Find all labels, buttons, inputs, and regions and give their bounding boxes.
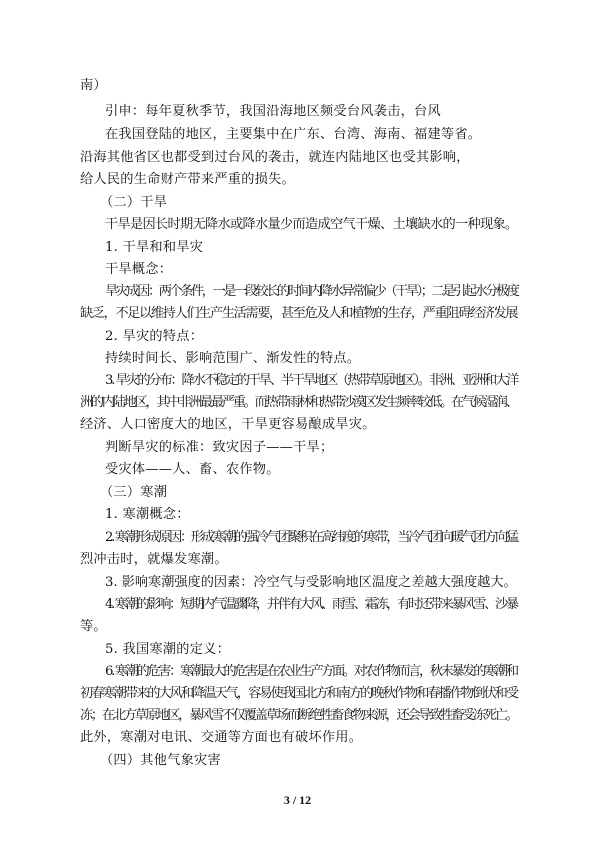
text-line: 引申：每年夏秋季节，我国沿海地区频受台风袭击，台风 xyxy=(105,104,441,119)
section-heading: （三）寒潮 xyxy=(100,485,168,500)
text-line: 洲的内陆地区，其中非洲最最严重。而热带雨林和热带沙漠区发生频率较低。在气候湿润、 xyxy=(80,395,517,410)
text-line: 南） xyxy=(80,78,107,93)
text-line: 初春寒潮带来的大风和降温天气，容易使我国北方和南方的晚秋作物和春播作物倒伏和受 xyxy=(80,686,518,701)
text-line: 旱灾成因：两个条件，一是一段较长的时间内降水异常偏少（干旱）；二是引起水分极度 xyxy=(105,284,518,299)
subsection-heading: 5. 我国寒潮的定义： xyxy=(105,642,231,657)
text-line: 经济、人口密度大的地区，干旱更容易酿成旱灾。 xyxy=(80,417,376,432)
text-line: 3. 影响寒潮强度的因素：冷空气与受影响地区温度之差越大强度越大。 xyxy=(105,575,517,590)
subsection-heading: 1. 寒潮概念： xyxy=(105,507,190,522)
page-number: 3 / 12 xyxy=(283,793,312,807)
text-line: 受灾体——人、畜、农作物。 xyxy=(105,462,280,477)
text-line: 等。 xyxy=(80,619,107,634)
text-line: 6. 寒潮的危害：寒潮最大的危害是在农业生产方面。对农作物而言，秋末暴发的寒潮和 xyxy=(105,664,517,679)
text-line: 缺乏，不足以维持人们生产生活需要，甚至危及人和植物的生存，严重阻碍经济发展 xyxy=(80,306,518,321)
text-line: 冻；在北方草原地区，暴风雪不仅覆盖草场而断绝牲畜食物来源，还会导致牲畜受冻死亡。 xyxy=(80,708,517,723)
subsection-heading: 1. 干旱和和旱灾 xyxy=(105,240,204,255)
text-line: 干旱是因长时期无降水或降水量少而造成空气干燥、土壤缺水的一种现象。 xyxy=(105,217,518,232)
text-line: 此外，寒潮对电讯、交通等方面也有破坏作用。 xyxy=(80,730,363,745)
text-line: 3. 旱灾的分布：降水不稳定的干旱、半干旱地区（热带草原地区）。非洲、亚洲和大洋 xyxy=(105,373,518,388)
text-line: 沿海其他省区也都受到过台风的袭击，就连内陆地区也受其影响， xyxy=(80,150,470,165)
section-heading: （二）干旱 xyxy=(100,195,168,210)
section-heading: （四）其他气象灾害 xyxy=(100,753,221,768)
text-line: 持续时间长、影响范围广、渐发性的特点。 xyxy=(105,351,361,366)
text-line: 2. 寒潮形成原因：形成寒潮的强冷气团聚积在高纬度的寒带，当冷气团向暖气团方向猛 xyxy=(105,530,517,545)
text-line: 4. 寒潮的影响：短期内气温骤降，并伴有大风、雨雪、霜冻，有时还带来暴风雪、沙暴 xyxy=(105,597,517,612)
text-line: 干旱概念： xyxy=(105,262,173,277)
subsection-heading: 2. 旱灾的特点： xyxy=(105,329,204,344)
text-line: 在我国登陆的地区，主要集中在广东、台湾、海南、福建等省。 xyxy=(105,127,482,142)
text-line: 烈冲击时，就爆发寒潮。 xyxy=(80,552,228,567)
text-line: 给人民的生命财产带来严重的损失。 xyxy=(80,172,295,187)
text-line: 判断旱灾的标准：致灾因子——干旱； xyxy=(105,440,334,455)
